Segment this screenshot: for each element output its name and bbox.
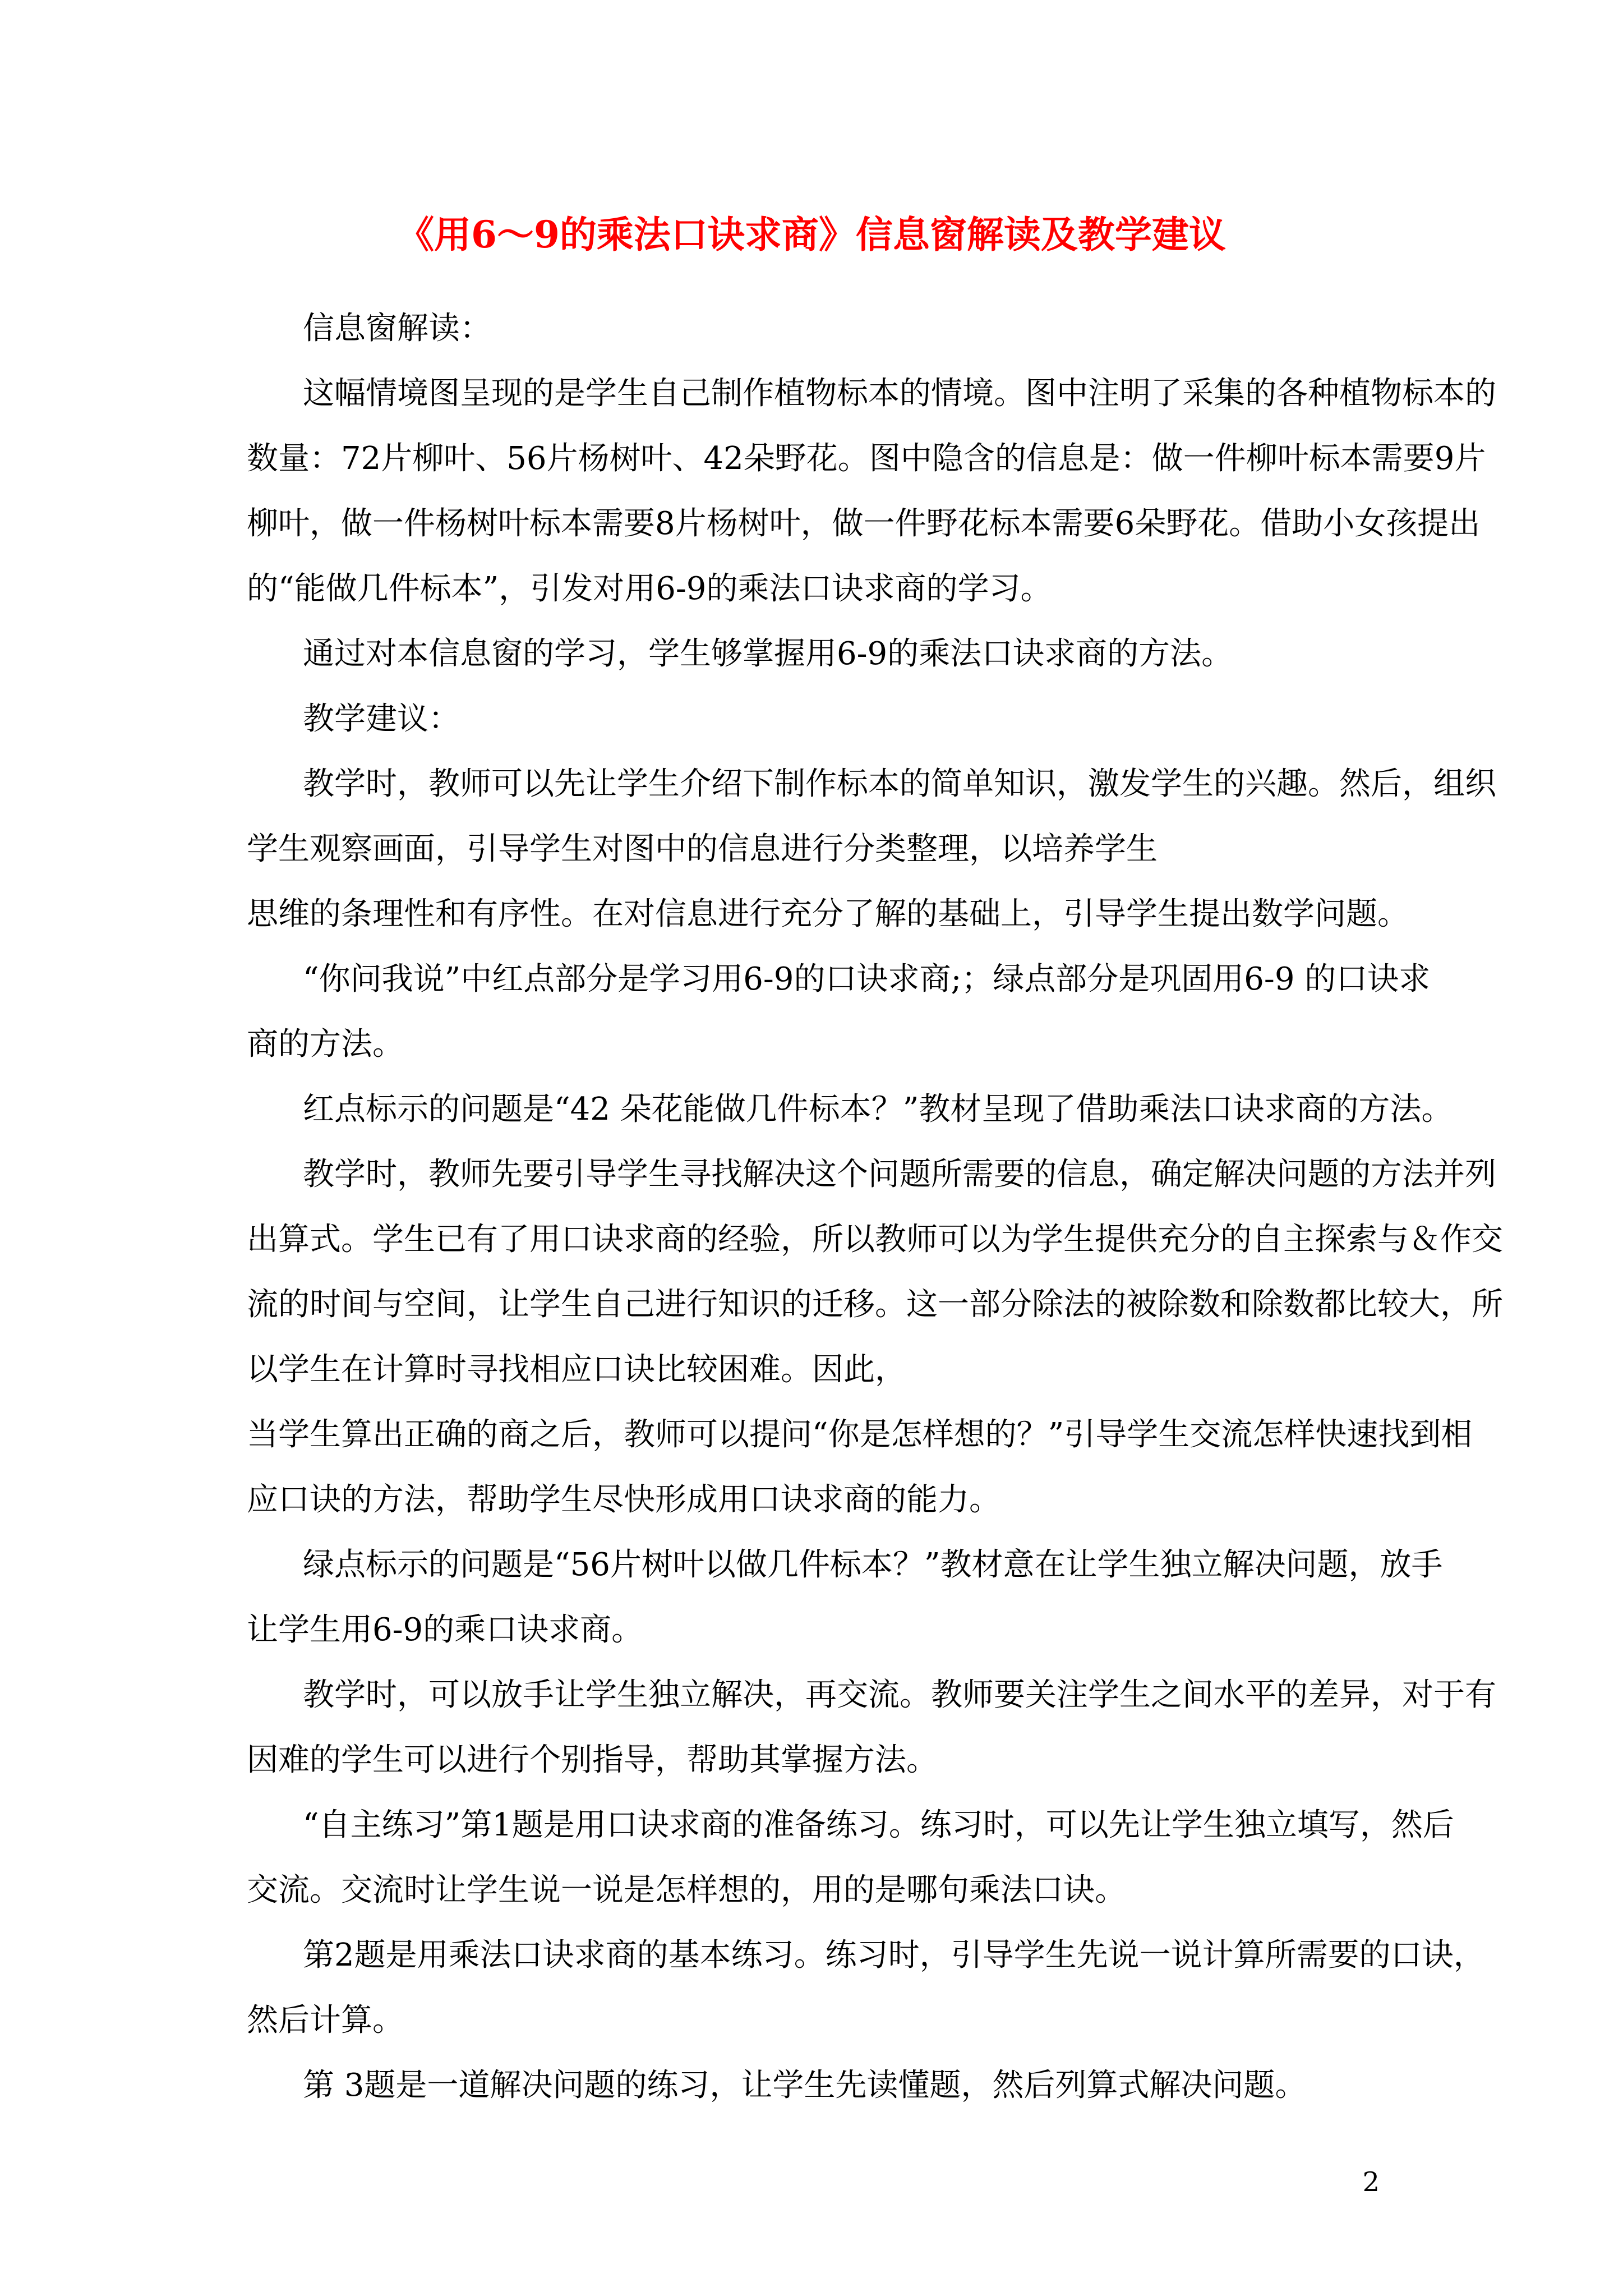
text-line: 教学时，教师先要引导学生寻找解决这个问题所需要的信息，确定解决问题的方法并列 [303,1156,1496,1193]
text-line: 思维的条理性和有序性。在对信息进行充分了解的基础上，引导学生提出数学问题。 [247,896,1409,932]
text-line: 学生观察画面，引导学生对图中的信息进行分类整理，以培养学生 [247,831,1158,867]
text-line: 当学生算出正确的商之后，教师可以提问“你是怎样想的？”引导学生交流怎样快速找到相 [247,1416,1473,1453]
document-body [247,296,1503,2118]
text-line: 第2题是用乘法口诀求商的基本练习。练习时，引导学生先说一说计算所需要的口诀， [303,1937,1485,1973]
text-line: 教学时，可以放手让学生独立解决，再交流。教师要关注学生之间水平的差异，对于有 [303,1677,1496,1713]
text-line: 以学生在计算时寻找相应口诀比较困难。因此， [247,1351,906,1388]
text-line: “自主练习”第1题是用口诀求商的准备练习。练习时，可以先让学生独立填写，然后 [303,1807,1454,1843]
text-line: “你问我说”中红点部分是学习用6-9的口诀求商;；绿点部分是巩固用6-9 的口诀求 [303,961,1431,997]
text-line: 的“能做几件标本”，引发对用6-9的乘法口诀求商的学习。 [247,570,1052,607]
text-line: 流的时间与空间，让学生自己进行知识的迁移。这一部分除法的被除数和除数都比较大，所 [247,1286,1503,1323]
document-title: 《用6～9的乘法口诀求商》信息窗解读及教学建议 [397,213,1226,256]
text-line: 教学建议： [303,701,460,737]
text-line: 第 3题是一道解决问题的练习，让学生先读懂题，然后列算式解决问题。 [303,2067,1307,2104]
text-line: 让学生用6-9的乘口诀求商。 [247,1612,643,1648]
text-line: 因难的学生可以进行个别指导，帮助其掌握方法。 [247,1742,938,1778]
text-line: 信息窗解读： [303,310,491,347]
text-line: 教学时，教师可以先让学生介绍下制作标本的简单知识，激发学生的兴趣。然后，组织 [303,766,1496,802]
text-line: 柳叶，做一件杨树叶标本需要8片杨树叶，做一件野花标本需要6朵野花。借助小女孩提出 [247,505,1481,542]
text-line: 然后计算。 [247,2002,404,2039]
text-line: 应口诀的方法，帮助学生尽快形成用口诀求商的能力。 [247,1481,1000,1518]
text-line: 这幅情境图呈现的是学生自己制作植物标本的情境。图中注明了采集的各种植物标本的 [303,375,1496,412]
text-line: 出算式。学生已有了用口诀求商的经验，所以教师可以为学生提供充分的自主探索与＆作交 [247,1221,1503,1258]
page-number: 2 [1362,2166,1380,2198]
text-line: 商的方法。 [247,1026,404,1062]
text-line: 通过对本信息窗的学习，学生够掌握用6-9的乘法口诀求商的方法。 [303,636,1233,672]
text-line: 红点标示的问题是“42 朵花能做几件标本？”教材呈现了借助乘法口诀求商的方法。 [303,1091,1453,1128]
text-line: 绿点标示的问题是“56片树叶以做几件标本？”教材意在让学生独立解决问题，放手 [303,1547,1443,1583]
text-line: 数量：72片柳叶、56片杨树叶、42朵野花。图中隐含的信息是：做一件柳叶标本需要9片 [247,440,1486,477]
text-line: 交流。交流时让学生说一说是怎样想的，用的是哪句乘法口诀。 [247,1872,1126,1908]
